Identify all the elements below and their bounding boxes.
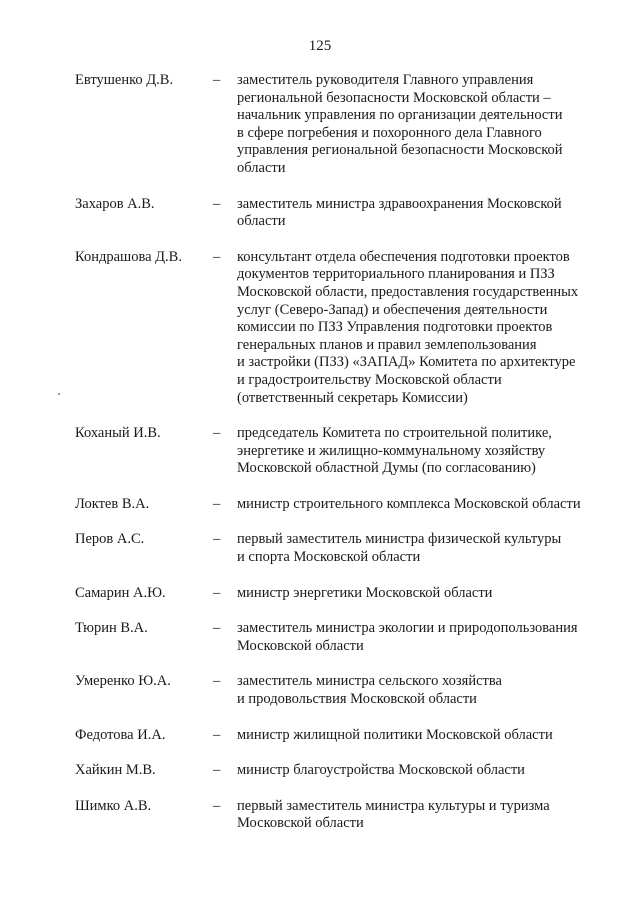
- member-name: Федотова И.А.: [75, 726, 166, 743]
- member-role: [237, 496, 609, 514]
- member-entry: [0, 531, 640, 566]
- commission-member-list: [0, 72, 640, 851]
- member-name: Самарин А.Ю.: [75, 584, 166, 601]
- separator-dash: –: [213, 531, 221, 548]
- member-role-line: области: [237, 159, 286, 176]
- member-role-line: заместитель министра сельского хозяйства: [237, 673, 502, 690]
- member-entry: [0, 425, 640, 478]
- separator-dash: –: [213, 248, 221, 265]
- member-name: Умеренко Ю.А.: [75, 673, 171, 690]
- separator-dash: –: [213, 620, 221, 637]
- member-role-line: (ответственный секретарь Комиссии): [237, 389, 468, 406]
- member-name: Перов А.С.: [75, 531, 145, 548]
- member-role-line: и спорта Московской области: [237, 549, 421, 566]
- page-number: 125: [308, 38, 332, 54]
- member-role-line: и градостроительству Московской области: [237, 371, 502, 388]
- separator-dash: –: [213, 726, 221, 743]
- member-entry: [0, 496, 640, 514]
- member-role: [237, 531, 609, 566]
- separator-dash: –: [213, 195, 221, 212]
- member-role-line: министр жилищной политики Московской области: [237, 726, 553, 743]
- member-entry: [0, 72, 640, 178]
- member-entry: [0, 585, 640, 603]
- member-role-line: комиссии по ПЗЗ Управления подготовки проектов: [237, 319, 553, 336]
- member-name: Захаров А.В.: [75, 195, 155, 212]
- separator-dash: –: [213, 762, 221, 779]
- member-role: [237, 798, 609, 833]
- member-name: Шимко А.В.: [75, 797, 152, 814]
- member-role-line: заместитель министра экологии и природопользования: [237, 620, 578, 637]
- member-role: [237, 762, 609, 780]
- member-entry: [0, 762, 640, 780]
- member-role-line: и продовольствия Московской области: [237, 691, 477, 708]
- member-name: Локтев В.А.: [75, 495, 150, 512]
- member-role-line: министр строительного комплекса Московской области: [237, 495, 581, 512]
- member-role-line: Московской областной Думы (по согласованию): [237, 460, 536, 477]
- member-name: Тюрин В.А.: [75, 620, 148, 637]
- member-role-line: энергетике и жилищно-коммунальному хозяйству: [237, 442, 546, 459]
- member-role: [237, 620, 609, 655]
- member-role-line: заместитель министра здравоохранения Московской: [237, 195, 562, 212]
- member-entry: [0, 249, 640, 407]
- member-name: Кондрашова Д.В.: [75, 248, 182, 265]
- member-role-line: первый заместитель министра культуры и туризма: [237, 797, 550, 814]
- member-role: [237, 585, 609, 603]
- member-entry: [0, 727, 640, 745]
- member-entry: [0, 673, 640, 708]
- member-entry: [0, 798, 640, 833]
- member-name: Хайкин М.В.: [75, 762, 156, 779]
- separator-dash: –: [213, 584, 221, 601]
- member-role: [237, 249, 609, 407]
- separator-dash: –: [213, 72, 221, 88]
- member-role-line: области: [237, 213, 286, 230]
- member-role-line: министр благоустройства Московской области: [237, 762, 525, 779]
- separator-dash: –: [213, 673, 221, 690]
- member-role-line: заместитель руководителя Главного управления: [237, 72, 534, 88]
- member-role: [237, 727, 609, 745]
- member-role: [237, 673, 609, 708]
- member-role-line: в сфере погребения и похоронного дела Главного: [237, 124, 542, 141]
- member-role-line: председатель Комитета по строительной политике,: [237, 425, 552, 442]
- member-role: [237, 196, 609, 231]
- member-role-line: региональной безопасности Московской области –: [237, 89, 551, 106]
- separator-dash: –: [213, 797, 221, 814]
- member-role: [237, 72, 609, 178]
- member-role-line: первый заместитель министра физической культуры: [237, 531, 562, 548]
- member-role-line: услуг (Северо-Запад) и обеспечения деятельности: [237, 301, 548, 318]
- member-role-line: генеральных планов и правил землепользования: [237, 336, 537, 353]
- member-role-line: Московской области: [237, 637, 364, 654]
- member-role-line: консультант отдела обеспечения подготовки проектов: [237, 248, 570, 265]
- member-role-line: министр энергетики Московской области: [237, 584, 493, 601]
- member-role-line: Московской области: [237, 815, 364, 832]
- member-entry: [0, 196, 640, 231]
- member-name: Коханый И.В.: [75, 425, 161, 442]
- member-role-line: управления региональной безопасности Московской: [237, 142, 563, 159]
- member-role-line: Московской области, предоставления государственных: [237, 283, 579, 300]
- member-role-line: и застройки (ПЗЗ) «ЗАПАД» Комитета по архитектуре: [237, 354, 576, 371]
- member-entry: [0, 620, 640, 655]
- member-role: [237, 425, 609, 478]
- member-role-line: начальник управления по организации деятельности: [237, 107, 563, 124]
- separator-dash: –: [213, 495, 221, 512]
- member-name: Евтушенко Д.В.: [75, 72, 174, 88]
- member-role-line: документов территориального планирования и ПЗЗ: [237, 266, 555, 283]
- separator-dash: –: [213, 425, 221, 442]
